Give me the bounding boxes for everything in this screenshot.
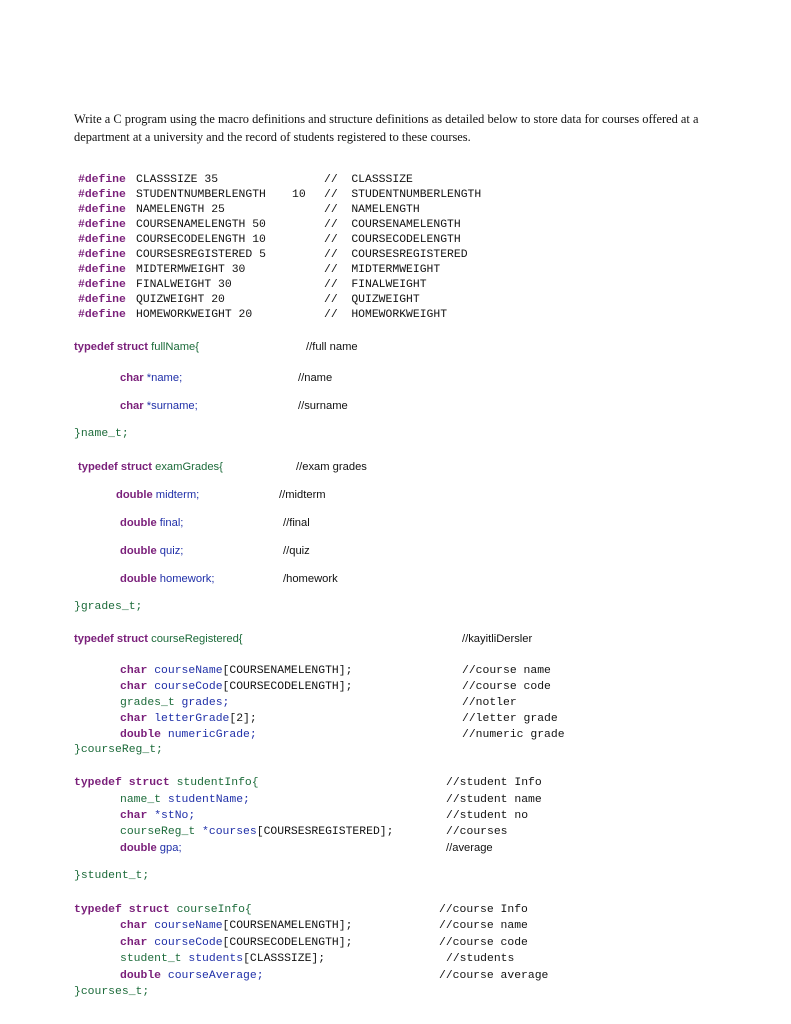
member-comment: //average — [446, 842, 493, 854]
struct-close: }student_t; — [74, 870, 150, 882]
define-comment: // MIDTERMWEIGHT — [324, 264, 441, 276]
member-comment: //course code — [439, 937, 528, 949]
define-line: #define — [78, 279, 126, 291]
define-line: #define — [78, 174, 126, 186]
define-comment: // COURSECODELENGTH — [324, 234, 461, 246]
macro-value: 20 — [211, 294, 225, 306]
macro-name: CLASSSIZE — [136, 174, 198, 186]
macro-name: STUDENTNUMBERLENGTH — [136, 189, 266, 201]
member-line: name_t studentName; — [120, 794, 250, 806]
member-line: courseReg_t *courses[COURSESREGISTERED]; — [120, 826, 394, 838]
macro-value: 25 — [211, 204, 225, 216]
member-comment: //student no — [446, 810, 529, 822]
define-comment: // FINALWEIGHT — [324, 279, 427, 291]
macro-value: 35 — [204, 174, 219, 186]
member-comment: //course name — [439, 920, 528, 932]
macro-name: FINALWEIGHT — [136, 279, 212, 291]
member-line: double gpa; — [120, 842, 182, 854]
define-line: #define — [78, 189, 126, 201]
member-line: char courseName[COURSENAMELENGTH]; — [120, 920, 353, 932]
member-comment: //course code — [462, 681, 551, 693]
member-comment: /homework — [283, 573, 338, 585]
define-comment: // COURSENAMELENGTH — [324, 219, 461, 231]
member-line: double courseAverage; — [120, 970, 264, 982]
struct-comment: //student Info — [446, 777, 542, 789]
member-comment: //numeric grade — [462, 729, 565, 741]
member-line: char *name; — [120, 372, 183, 384]
member-comment: //letter grade — [462, 713, 558, 725]
struct-comment: //full name — [306, 341, 358, 353]
macro-value: 10 — [252, 234, 266, 246]
member-comment: //surname — [298, 400, 348, 412]
member-line: double final; — [120, 517, 184, 529]
member-line: student_t students[CLASSSIZE]; — [120, 953, 326, 965]
macro-value: 5 — [259, 249, 266, 261]
member-comment: //name — [298, 372, 333, 384]
member-line: double quiz; — [120, 545, 184, 557]
struct-close: }name_t; — [74, 428, 129, 440]
member-line: double midterm; — [116, 489, 200, 501]
macro-name: HOMEWORKWEIGHT — [136, 309, 232, 321]
macro-name: COURSESREGISTERED — [136, 249, 253, 261]
macro-name: MIDTERMWEIGHT — [136, 264, 225, 276]
macro-name: NAMELENGTH — [136, 204, 205, 216]
member-comment: //quiz — [283, 545, 310, 557]
struct-header: typedef struct examGrades{ — [78, 461, 223, 473]
member-line: char *surname; — [120, 400, 198, 412]
member-comment: //courses — [446, 826, 508, 838]
define-line: #define — [78, 204, 126, 216]
define-comment: // COURSESREGISTERED — [324, 249, 468, 261]
member-line: double numericGrade; — [120, 729, 257, 741]
member-line: double homework; — [120, 573, 215, 585]
define-line: #define — [78, 219, 126, 231]
define-line: #define — [78, 249, 126, 261]
define-comment: // STUDENTNUMBERLENGTH — [324, 189, 482, 201]
define-line: #define — [78, 234, 126, 246]
member-line: char courseName[COURSENAMELENGTH]; — [120, 665, 353, 677]
member-comment: //course name — [462, 665, 551, 677]
define-comment: // NAMELENGTH — [324, 204, 420, 216]
struct-comment: //kayitliDersler — [462, 633, 533, 645]
macro-name: COURSENAMELENGTH — [136, 219, 246, 231]
intro-paragraph: Write a C program using the macro definitions and structure definitions as detailed below to store data for courses offered at a department at a university and the record of students registered to these courses. — [74, 112, 699, 144]
member-line: char courseCode[COURSECODELENGTH]; — [120, 937, 353, 949]
member-comment: //course average — [439, 970, 549, 982]
macro-value: 30 — [218, 279, 232, 291]
macro-value: 20 — [238, 309, 253, 321]
member-comment: //final — [283, 517, 310, 529]
macro-value: 50 — [252, 219, 266, 231]
define-line: #define — [78, 294, 126, 306]
macro-name: QUIZWEIGHT — [136, 294, 205, 306]
struct-comment: //course Info — [439, 904, 528, 916]
define-line: #define — [78, 264, 126, 276]
define-comment: // HOMEWORKWEIGHT — [324, 309, 448, 321]
struct-comment: //exam grades — [296, 461, 367, 473]
member-comment: //student name — [446, 794, 542, 806]
define-line: #define — [78, 309, 126, 321]
member-comment: //students — [446, 953, 515, 965]
define-comment: // QUIZWEIGHT — [324, 294, 420, 306]
member-line: char *stNo; — [120, 810, 196, 822]
member-comment: //notler — [462, 697, 517, 709]
struct-close: }courseReg_t; — [74, 744, 163, 756]
member-line: grades_t grades; — [120, 697, 230, 709]
struct-header: typedef struct fullName{ — [74, 341, 199, 353]
struct-close: }grades_t; — [74, 601, 143, 613]
define-comment: // CLASSSIZE — [324, 174, 413, 186]
member-comment: //midterm — [279, 489, 326, 501]
struct-header: typedef struct courseInfo{ — [74, 904, 252, 916]
member-line: char letterGrade[2]; — [120, 713, 257, 725]
macro-name: COURSECODELENGTH — [136, 234, 246, 246]
member-line: char courseCode[COURSECODELENGTH]; — [120, 681, 353, 693]
struct-header: typedef struct courseRegistered{ — [74, 633, 243, 645]
struct-header: typedef struct studentInfo{ — [74, 777, 259, 789]
macro-value: 10 — [292, 189, 306, 201]
struct-close: }courses_t; — [74, 986, 150, 998]
macro-value: 30 — [231, 264, 246, 276]
